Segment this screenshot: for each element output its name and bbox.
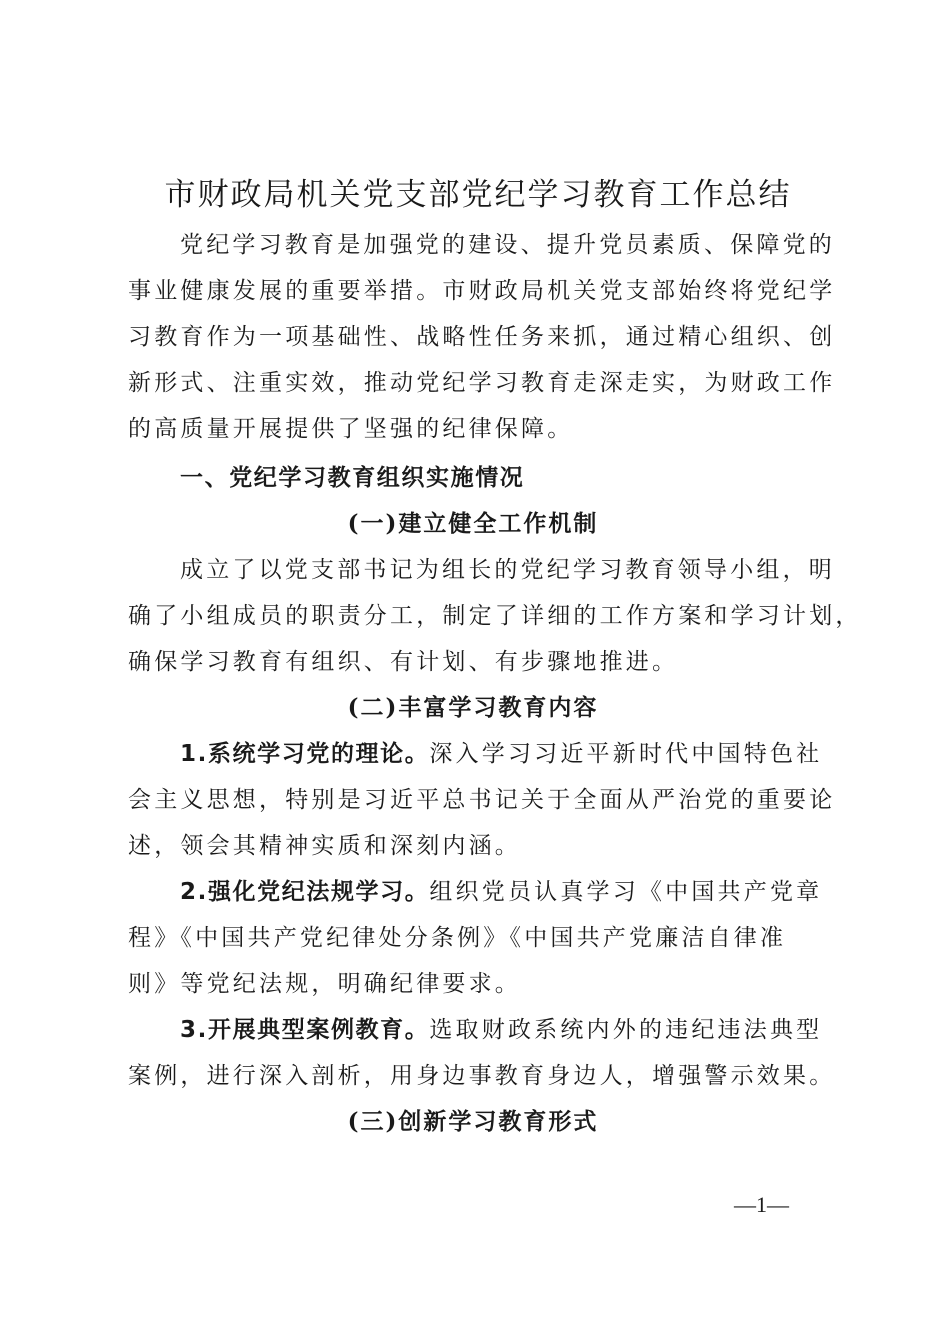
paragraph-line: 案例，进行深入剖析，用身边事教育身边人，增强警示效果。: [128, 1063, 836, 1089]
item-lead: 3.开展典型案例教育。: [180, 1017, 430, 1043]
section-1-heading: 一、党纪学习教育组织实施情况: [180, 465, 525, 491]
subsection-1-heading: (一)建立健全工作机制: [347, 510, 599, 537]
item-text: 组织党员认真学习《中国共产党章: [429, 879, 823, 905]
subsection-3-heading: (三)创新学习教育形式: [347, 1108, 599, 1135]
item-lead: 1.系统学习党的理论。: [180, 741, 430, 767]
paragraph-line: 则》等党纪法规，明确纪律要求。: [128, 971, 521, 997]
item-text: 选取财政系统内外的违纪违法典型: [429, 1017, 823, 1043]
document-title: 市财政局机关党支部党纪学习教育工作总结: [164, 177, 792, 213]
paragraph-line: 述，领会其精神实质和深刻内涵。: [128, 833, 521, 859]
intro-paragraph: [128, 222, 836, 452]
section-heading: [128, 455, 818, 501]
item-text: 深入学习习近平新时代中国特色社: [429, 741, 823, 767]
paragraph-line: 程》《中国共产党纪律处分条例》《中国共产党廉洁自律准: [128, 925, 787, 951]
item-lead: 2.强化党纪法规学习。: [180, 879, 430, 905]
subsection-1: [128, 501, 862, 685]
intro-line: 习教育作为一项基础性、战略性任务来抓，通过精心组织、创: [128, 324, 836, 350]
intro-line: 的高质量开展提供了坚强的纪律保障。: [128, 416, 574, 442]
list-item-2: [128, 869, 823, 915]
subsection-3: [128, 1099, 818, 1145]
paragraph-line: 确了小组成员的职责分工，制定了详细的工作方案和学习计划，: [128, 603, 862, 629]
intro-line: 新形式、注重实效，推动党纪学习教育走深走实，为财政工作: [128, 370, 836, 396]
paragraph-line: 会主义思想，特别是习近平总书记关于全面从严治党的重要论: [128, 787, 836, 813]
page-number: —1—: [734, 1192, 789, 1217]
list-item-1: [128, 731, 823, 777]
intro-line: 事业健康发展的重要举措。市财政局机关党支部始终将党纪学: [128, 278, 836, 304]
intro-line: 党纪学习教育是加强党的建设、提升党员素质、保障党的: [180, 232, 835, 258]
paragraph-line: 确保学习教育有组织、有计划、有步骤地推进。: [128, 649, 679, 675]
subsection-2: [128, 685, 836, 1099]
paragraph-line: 成立了以党支部书记为组长的党纪学习教育领导小组，明: [180, 557, 835, 583]
list-item-3: [128, 1007, 823, 1053]
subsection-2-heading: (二)丰富学习教育内容: [347, 694, 599, 721]
